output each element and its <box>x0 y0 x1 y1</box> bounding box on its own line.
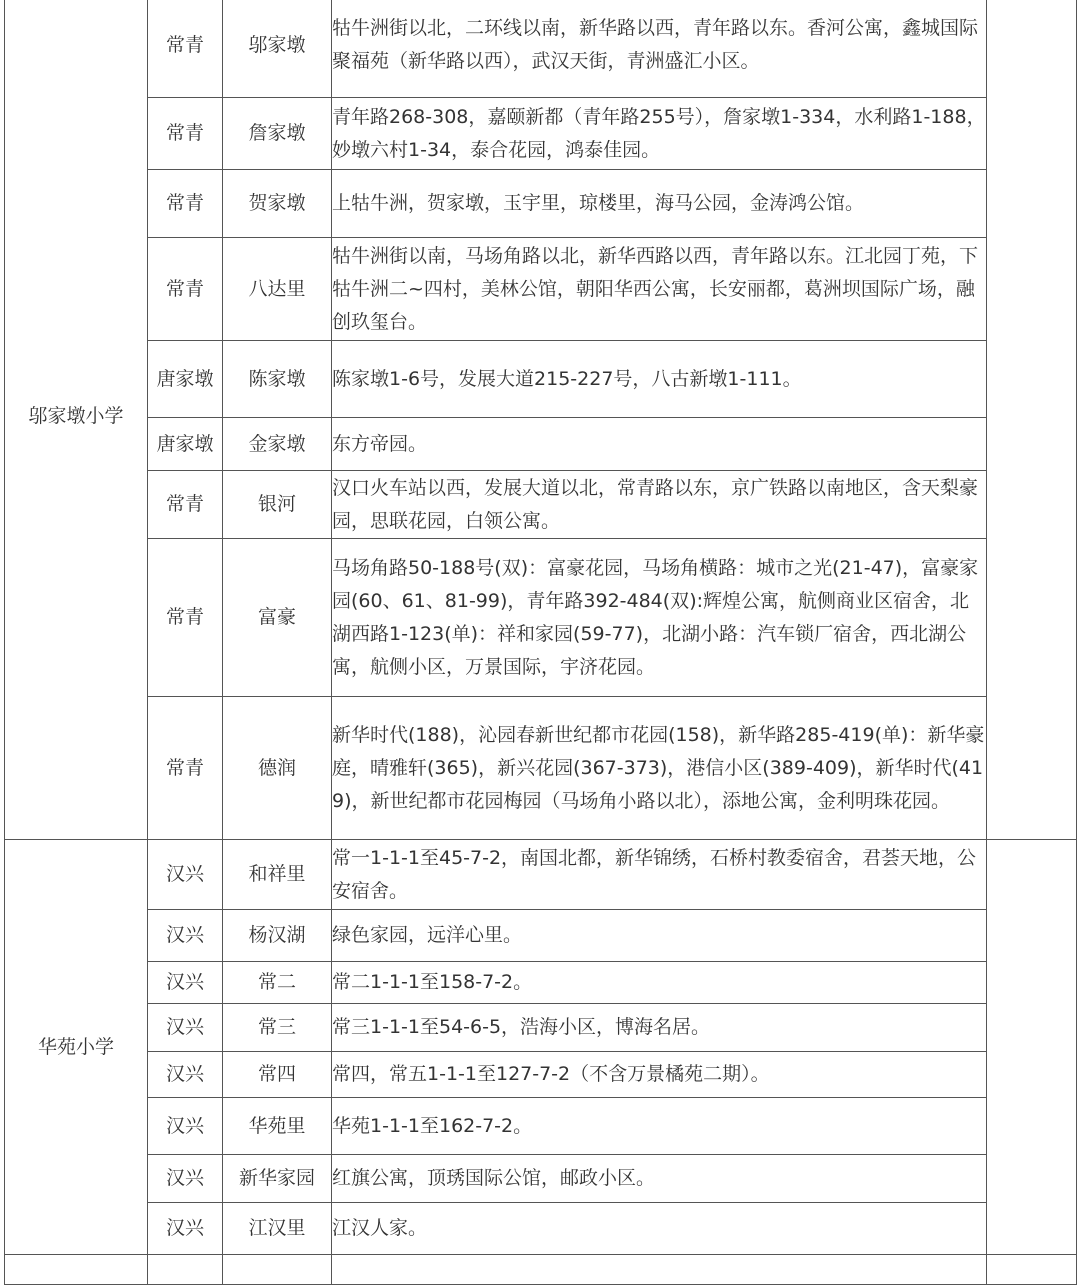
street-cell: 汉兴 <box>148 1052 223 1098</box>
table-row <box>5 418 1077 471</box>
street-cell: 汉兴 <box>148 1203 223 1255</box>
street-cell: 常青 <box>148 98 223 170</box>
area-cell: 汉口火车站以西，发展大道以北，常青路以东，京广铁路以南地区，含天梨豪园，思联花园，白领公寓。 <box>332 471 987 539</box>
area-cell: 常三1-1-1至54-6-5，浩海小区，博海名居。 <box>332 1004 987 1052</box>
table-row <box>5 1004 1077 1052</box>
area-cell: 马场角路50-188号(双)：富豪花园，马场角横路：城市之光(21-47)，富豪家园(60、61、81-99)，青年路392-484(双):辉煌公寓，航侧商业区宿舍，北湖西路1-123(单)：祥和家园(59-77)，北湖小路：汽车锁厂宿舍，西北湖公寓，航侧小区，万景国际，宇济花园。 <box>332 539 987 697</box>
community-cell: 金家墩 <box>223 418 332 471</box>
table-row <box>5 238 1077 341</box>
table-row <box>5 170 1077 238</box>
empty-cell <box>5 1255 148 1285</box>
street-cell: 汉兴 <box>148 1155 223 1203</box>
empty-cell <box>332 1255 987 1285</box>
area-cell: 东方帝园。 <box>332 418 987 471</box>
school-cell: 华苑小学 <box>5 840 148 1255</box>
table-row <box>5 962 1077 1004</box>
table-row <box>5 1155 1077 1203</box>
community-cell: 常三 <box>223 1004 332 1052</box>
empty-cell <box>223 1255 332 1285</box>
street-cell: 常青 <box>148 697 223 840</box>
street-cell: 唐家墩 <box>148 418 223 471</box>
table-row <box>5 1098 1077 1155</box>
street-cell: 唐家墩 <box>148 341 223 418</box>
community-cell: 邬家墩 <box>223 0 332 98</box>
area-cell: 常二1-1-1至158-7-2。 <box>332 962 987 1004</box>
community-cell: 新华家园 <box>223 1155 332 1203</box>
community-cell: 八达里 <box>223 238 332 341</box>
community-cell: 贺家墩 <box>223 170 332 238</box>
area-cell: 江汉人家。 <box>332 1203 987 1255</box>
street-cell: 常青 <box>148 539 223 697</box>
area-cell: 常一1-1-1至45-7-2，南国北都，新华锦绣，石桥村教委宿舍，君荟天地，公安宿舍。 <box>332 840 987 910</box>
table-row <box>5 539 1077 697</box>
community-cell: 银河 <box>223 471 332 539</box>
street-cell: 常青 <box>148 0 223 98</box>
table-row <box>5 98 1077 170</box>
table-body <box>5 0 1077 1285</box>
empty-cell <box>987 1255 1077 1285</box>
street-cell: 汉兴 <box>148 1004 223 1052</box>
community-cell: 陈家墩 <box>223 341 332 418</box>
community-cell: 常四 <box>223 1052 332 1098</box>
area-cell: 牯牛洲街以南，马场角路以北，新华西路以西，青年路以东。江北园丁苑，下牯牛洲二~四村，美林公馆，朝阳华西公寓，长安丽都，葛洲坝国际广场，融创玖玺台。 <box>332 238 987 341</box>
community-cell: 华苑里 <box>223 1098 332 1155</box>
community-cell: 德润 <box>223 697 332 840</box>
street-cell: 汉兴 <box>148 962 223 1004</box>
community-cell: 江汉里 <box>223 1203 332 1255</box>
area-cell: 牯牛洲街以北，二环线以南，新华路以西，青年路以东。香河公寓，鑫城国际聚福苑（新华路以西），武汉天街，青洲盛汇小区。 <box>332 0 987 98</box>
area-cell: 新华时代(188)，沁园春新世纪都市花园(158)，新华路285-419(单)：新华豪庭，晴雅轩(365)，新兴花园(367-373)，港信小区(389-409)，新华时代(419)，新世纪都市花园梅园（马场角小路以北），添地公寓，金利明珠花园。 <box>332 697 987 840</box>
table-row <box>5 1203 1077 1255</box>
empty-cell <box>148 1255 223 1285</box>
street-cell: 汉兴 <box>148 910 223 962</box>
street-cell: 常青 <box>148 238 223 341</box>
school-district-table <box>4 0 1077 1285</box>
street-cell: 汉兴 <box>148 1098 223 1155</box>
table-row <box>5 1052 1077 1098</box>
area-cell: 华苑1-1-1至162-7-2。 <box>332 1098 987 1155</box>
area-cell: 红旗公寓，顶琇国际公馆，邮政小区。 <box>332 1155 987 1203</box>
table-row <box>5 910 1077 962</box>
area-cell: 青年路268-308，嘉颐新都（青年路255号），詹家墩1-334，水利路1-188，妙墩六村1-34，泰合花园，鸿泰佳园。 <box>332 98 987 170</box>
table-row <box>5 471 1077 539</box>
community-cell: 和祥里 <box>223 840 332 910</box>
table-row <box>5 0 1077 98</box>
street-cell: 汉兴 <box>148 840 223 910</box>
area-cell: 陈家墩1-6号，发展大道215-227号，八古新墩1-111。 <box>332 341 987 418</box>
community-cell: 常二 <box>223 962 332 1004</box>
empty-cell <box>987 840 1077 1255</box>
street-cell: 常青 <box>148 471 223 539</box>
table-row <box>5 697 1077 840</box>
empty-cell <box>987 0 1077 840</box>
community-cell: 詹家墩 <box>223 98 332 170</box>
table-row <box>5 1255 1077 1285</box>
community-cell: 杨汉湖 <box>223 910 332 962</box>
community-cell: 富豪 <box>223 539 332 697</box>
area-cell: 绿色家园，远洋心里。 <box>332 910 987 962</box>
area-cell: 上牯牛洲，贺家墩，玉宇里，琼楼里，海马公园，金涛鸿公馆。 <box>332 170 987 238</box>
area-cell: 常四，常五1-1-1至127-7-2（不含万景橘苑二期）。 <box>332 1052 987 1098</box>
street-cell: 常青 <box>148 170 223 238</box>
school-cell: 邬家墩小学 <box>5 0 148 840</box>
table-row <box>5 840 1077 910</box>
table-row <box>5 341 1077 418</box>
